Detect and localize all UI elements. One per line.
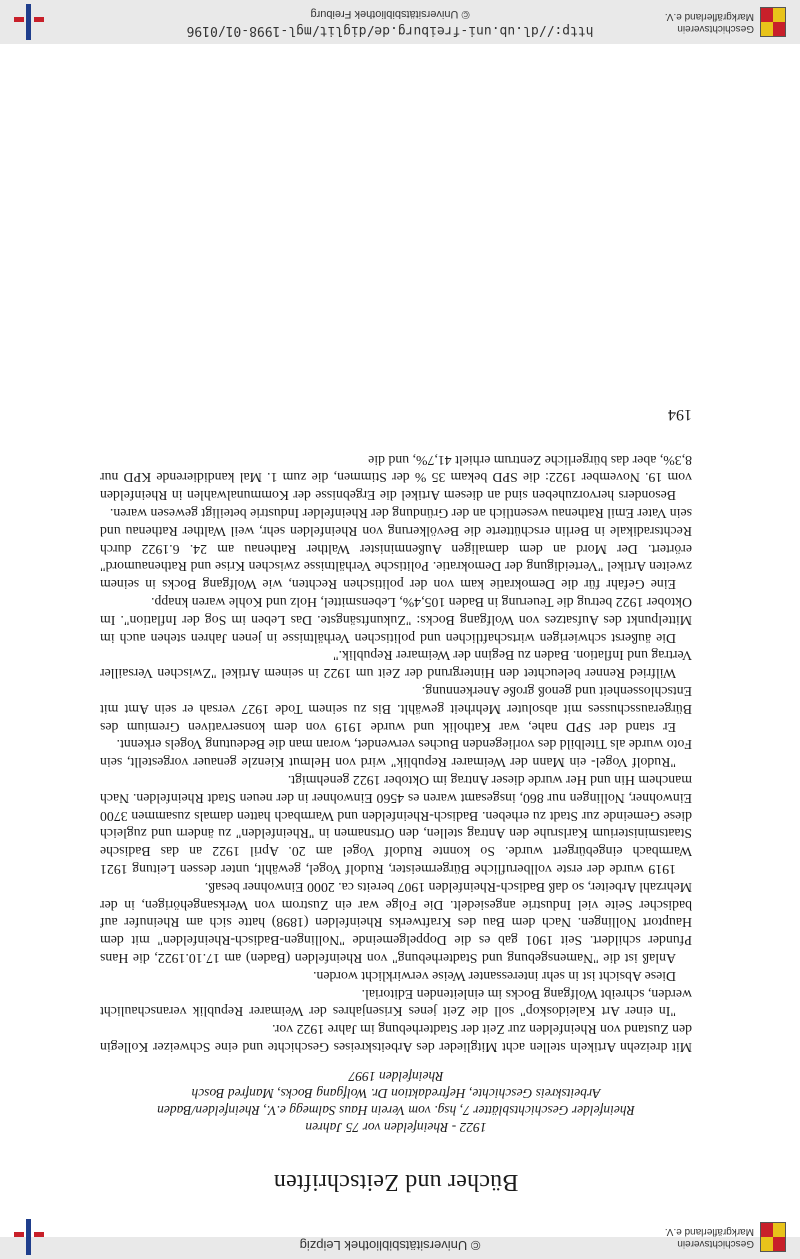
library-mark-icon[interactable]: [14, 1219, 44, 1255]
paragraph: Besonders hervorzuheben sind an diesem Artikel die Ergebnisse der Kommunalwahlen in Rheinfelden vom 19. November 1922: die SPD bekam 35 % der Stimmen, die zum 1. Mal kandidierende KPD nur 8,3%, aber das bürgerliche Zentrum erhielt 41,7%, und die: [100, 452, 692, 504]
paragraph: Eine Gefahr für die Demokratie kam von der politischen Rechten, wie Wolfgang Bocks in seinem zweiten Artikel "Verteidigung der Demokratie. Politische Verhältnisse zwischen Krise und Rathenaumord" erörtert. Der Mord an dem damaligen Außenminister Walther Rathenau am 24. 6.1922 durch Rechtsradikale in Berlin erschütterte die Bevölkerung von Rheinfelden sehr, weil Walther Rathenau und sein Vater Emil Rathenau wesentlich an der Gründung der Rheinfelder Industrie beteiligt gewesen waren.: [100, 506, 692, 593]
society-name: Geschichtsverein Markgräflerland e.V.: [664, 1226, 754, 1249]
page-number: 194: [668, 405, 692, 423]
paragraph: Diese Absicht ist in sehr interessanter Weise verwirklicht worden.: [312, 968, 676, 984]
viewer-footer-bar: [0, 1226, 800, 1259]
reference-line: Rheinfelder Geschichtsblätter 7, hsg. vom Verein Haus Salmegg e.V., Rheinfelden/Baden: [157, 1103, 635, 1118]
library-credit-bottom: © Universitätsbibliothek Leipzig: [299, 1238, 481, 1253]
paragraph: Wilfried Renner beleuchtet den Hintergrund der Zeit um 1922 in seinem Artikel "Zwischen Versailler Vertrag und Inflation. Baden zu Beginn der Weimarer Republik.": [100, 648, 692, 682]
scanned-page: [0, 44, 800, 1237]
paragraph: Die äußerst schwierigen wirtschaftlichen und politischen Verhältnisse in jenen Jahren stehen auch im Mittelpunkt des Aufsatzes von Wolfgang Bocks: "Zukunftsängste. Das Leben im Sog der Inflation". Im Oktober 1922 betrug die Teuerung in Baden 105,4%, Lebensmittel, Holz und Kohle waren knapp.: [100, 595, 692, 646]
paragraph: Mit dreizehn Artikeln stellen acht Mitglieder des Arbeitskreises Geschichte und eine Schweizer Kollegin den Zustand von Rheinfelden zur Zeit der Stadterhebung im Jahre 1922 vor.: [100, 1022, 692, 1055]
library-credit: © Universitätsbibliothek Freiburg: [310, 8, 470, 20]
paragraph: Anlaß ist die "Namensgebung und Stadterhebung" von Rheinfelden (Baden) am 17.10.1922, die Hans Pfunder schildert. Seit 1901 gab es die Doppelgemeinde "Nollingen-Badisch-Rheinfelden" mit dem Hauptort Nollingen. Nach dem Bau des Kraftwerks Rheinfelden (1898) hatte sich am Rheinufer auf badischer Seite viel Industrie angesiedelt. Die Folge war ein Zustrom von Werksangehörigen, in der Mehrzahl Arbeiter, so daß Badisch-Rheinfelden 1907 bereits ca. 2000 Einwohner besaß.: [100, 879, 692, 967]
paragraph: "Rudolf Vogel- ein Mann der Weimarer Republik" wird von Helmut Kienzle genauer vorgestellt, sein Foto wurde als Titelbild des vorliegenden Buches verwendet, woran man die Bedeutung Vogels erkennt.: [100, 737, 692, 771]
review-body: [100, 451, 692, 1056]
society-name: Geschichtsverein Markgräflerland e.V.: [664, 11, 754, 34]
reference-line: Arbeitskreis Geschichte, Heftredaktion Dr. Wolfgang Bocks, Manfred Bosch: [191, 1086, 601, 1101]
viewer-header-bar: [0, 0, 800, 44]
library-mark-icon[interactable]: [14, 4, 44, 40]
book-reference: [100, 1068, 692, 1136]
crest-icon: [760, 7, 786, 37]
document-url-link[interactable]: http://dl.ub.uni-freiburg.de/diglit/mgl-1998-01/0196: [186, 23, 594, 38]
section-heading: Bücher und Zeitschriften: [273, 1169, 519, 1195]
society-logo[interactable]: [656, 6, 786, 38]
crest-icon: [760, 1222, 786, 1252]
paragraph: Er stand der SPD nahe, war Katholik und wurde 1919 von dem konservativen Gremium des Bürgerausschusses mit absoluter Mehrheit gewählt. Bis zu seinem Tode 1927 versah er sein Amt mit Entschlossenheit und genoß große Anerkennung.: [100, 684, 692, 735]
paragraph: "In einer Art Kaleidoskop" soll die Zeit jenes Krisenjahres der Weimarer Republik veranschaulicht werden, schreibt Wolfgang Bocks im einleitenden Editorial.: [100, 986, 692, 1020]
paragraph: 1919 wurde der erste vollberufliche Bürgermeister, Rudolf Vogel, gewählt, unter dessen Leitung 1921 Warmbach eingebürgert wurde. So konnte Rudolf Vogel am 20. April 1922 an das Badische Staatsministerium Karlsruhe den Antrag stellen, den Ortsnamen in "Rheinfelden" zu ändern und zugleich diese Gemeinde zur Stadt zu erheben. Badisch-Rheinfelden und Warmbach hatten damals zusammen 3700 Einwohner, Nollingen nur 860, insgesamt waren es 4560 Einwohner in der neuen Stadt Rheinfelden. Nach manchem Hin und Her wurde dieser Antrag im Oktober 1922 genehmigt.: [100, 773, 692, 878]
reference-line: Rheinfelden 1997: [348, 1069, 444, 1084]
society-logo-bottom[interactable]: [656, 1221, 786, 1253]
reference-line: 1922 - Rheinfelden vor 75 Jahren: [305, 1120, 487, 1135]
